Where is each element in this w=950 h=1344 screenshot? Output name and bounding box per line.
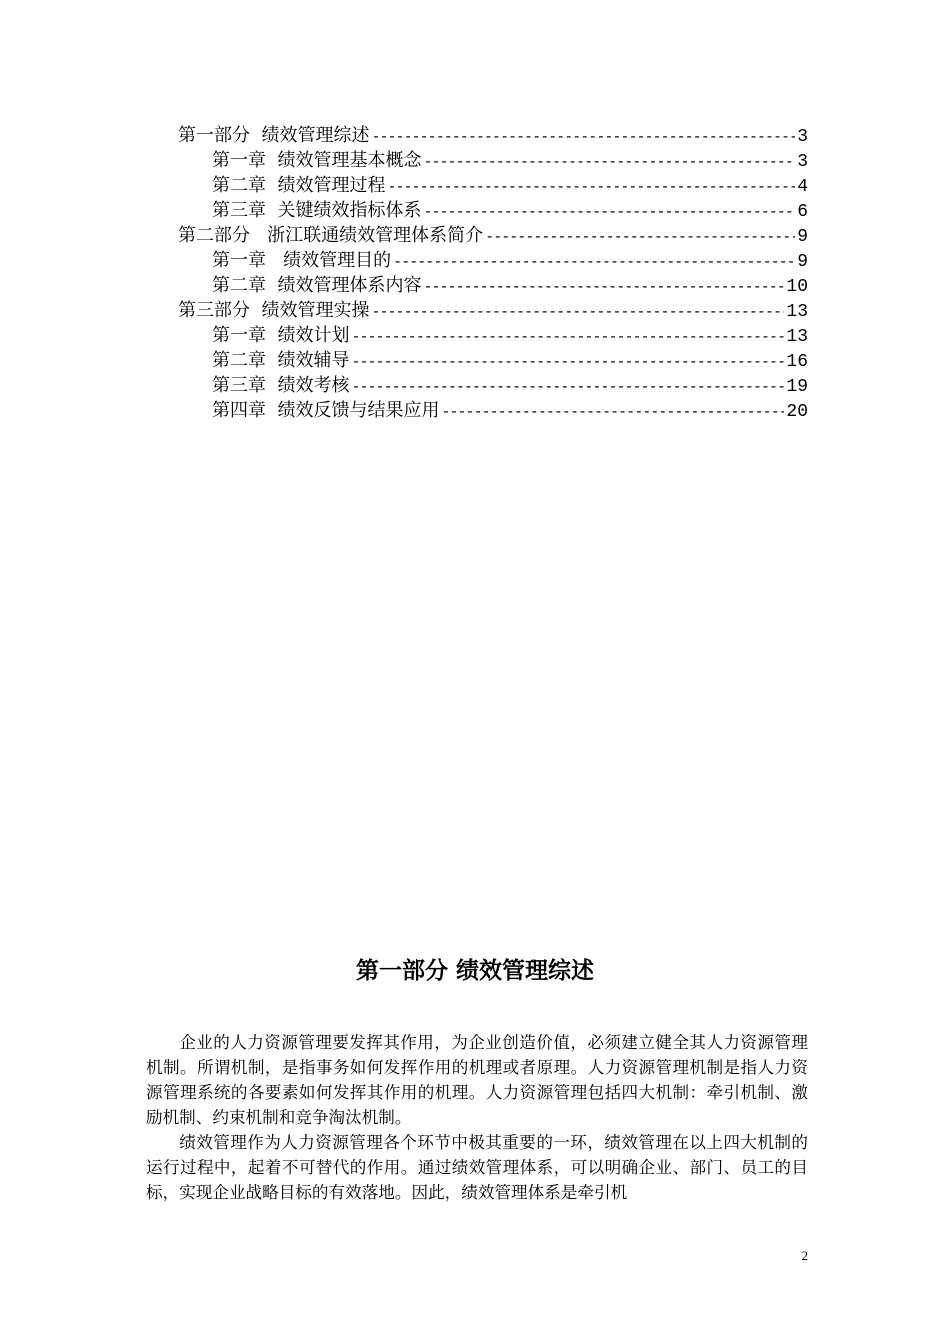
table-of-contents [178,123,808,423]
toc-leader [441,399,784,424]
toc-leader [371,299,784,324]
toc-entry[interactable] [178,148,808,173]
toc-leader [351,374,784,399]
toc-entry-page: 3 [797,127,808,147]
toc-entry[interactable] [178,198,808,223]
toc-entry-label: 第一章 绩效管理目的 [212,250,392,271]
toc-entry[interactable] [178,173,808,198]
toc-entry-page: 19 [786,377,808,397]
toc-entry[interactable] [178,348,808,373]
toc-entry-label: 第三部分 绩效管理实操 [178,300,370,321]
toc-leader [371,124,795,149]
toc-entry-label: 第三章 关键绩效指标体系 [212,200,422,221]
toc-entry-page: 9 [797,252,808,272]
toc-entry-label: 第四章 绩效反馈与结果应用 [212,400,440,421]
toc-leader [393,249,795,274]
toc-entry-label: 第一章 绩效管理基本概念 [212,150,422,171]
toc-entry-page: 13 [786,302,808,322]
toc-entry[interactable] [178,298,808,323]
toc-leader [351,324,784,349]
toc-entry[interactable] [178,373,808,398]
toc-leader [351,349,784,374]
toc-leader [423,199,795,224]
toc-entry[interactable] [178,223,808,248]
toc-entry[interactable] [178,248,808,273]
section-title: 第一部分 绩效管理综述 [355,958,594,984]
toc-entry-label: 第一章 绩效计划 [212,325,350,346]
toc-entry-label: 第二部分 浙江联通绩效管理体系简介 [178,225,484,246]
toc-leader [387,174,795,199]
toc-entry-label: 第一部分 绩效管理综述 [178,125,370,146]
toc-leader [423,274,784,299]
page-number: 2 [801,1248,808,1263]
toc-leader [423,149,795,174]
toc-entry-label: 第二章 绩效辅导 [212,350,350,371]
toc-entry-page: 20 [786,402,808,422]
section-body [146,1030,808,1205]
toc-entry-label: 第三章 绩效考核 [212,375,350,396]
toc-entry-page: 3 [797,152,808,172]
toc-entry-page: 9 [797,227,808,247]
toc-entry-label: 第二章 绩效管理体系内容 [212,275,422,296]
toc-entry[interactable] [178,398,808,423]
toc-entry[interactable] [178,123,808,148]
toc-entry-page: 4 [797,177,808,197]
toc-entry-page: 6 [797,202,808,222]
toc-entry[interactable] [178,323,808,348]
toc-entry-page: 13 [786,327,808,347]
toc-entry-label: 第二章 绩效管理过程 [212,175,386,196]
toc-entry[interactable] [178,273,808,298]
toc-leader [485,224,795,249]
toc-entry-page: 10 [786,277,808,297]
toc-entry-page: 16 [786,352,808,372]
paragraph: 企业的人力资源管理要发挥其作用，为企业创造价值，必须建立健全其人力资源管理机制。所谓机制，是指事务如何发挥作用的机理或者原理。人力资源管理机制是指人力资源管理系统的各要素如何发挥其作用的机理。人力资源管理包括四大机制：牵引机制、激励机制、约束机制和竞争淘汰机制。 [146,1033,808,1127]
paragraph: 绩效管理作为人力资源管理各个环节中极其重要的一环，绩效管理在以上四大机制的运行过程中，起着不可替代的作用。通过绩效管理体系，可以明确企业、部门、员工的目标，实现企业战略目标的有效落地。因此，绩效管理体系是牵引机 [146,1133,808,1202]
